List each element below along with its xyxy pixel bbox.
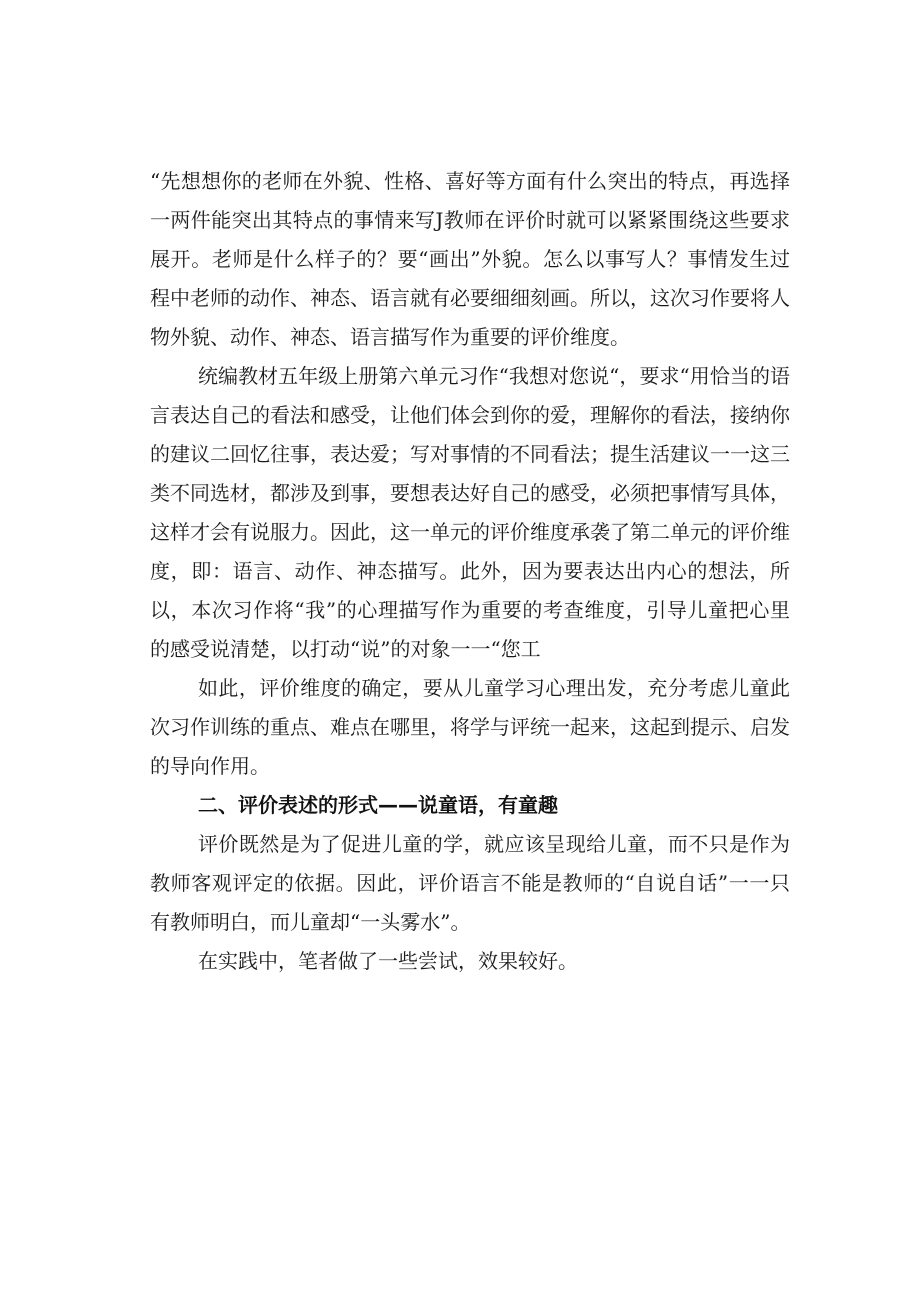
paragraph-unit-six: 统编教材五年级上册第六单元习作“我想对您说“，要求“用恰当的语言表达自己的看法和感受，让他们体会到你的爱，理解你的看法，接纳你的建议二回忆往事，表达爱；写对事情的不同看法；提生活建议一一这三类不同选材，都涉及到事，要想表达好自己的感受，必须把事情写具体，这样才会有说服力。因此，这一单元的评价维度承袭了第二单元的评价维度，即：语言、动作、神态描写。此外，因为要表达出内心的想法，所以，本次习作将“我”的心理描写作为重要的考查维度，引导儿童把心里的感受说清楚，以打动“说”的对象一一“您工 bbox=[150, 364, 790, 661]
section-heading: 二、评价表述的形式——说童语，有童趣 bbox=[198, 793, 558, 817]
paragraph-evaluation-dimension: 如此，评价维度的确定，要从儿童学习心理出发，充分考虑儿童此次习作训练的重点、难点在哪里，将学与评统一起来，这起到提示、启发的导向作用。 bbox=[150, 676, 790, 778]
paragraph-evaluation-language: 评价既然是为了促进儿童的学，就应该呈现给儿童，而不只是作为教师客观评定的依据。因此，评价语言不能是教师的“自说自话”一一只有教师明白，而儿童却“一头雾水”。 bbox=[150, 832, 790, 934]
paragraph-practice: 在实践中，笔者做了一些尝试，效果较好。 bbox=[198, 949, 578, 973]
paragraph-teacher-portrait: “先想想你的老师在外貌、性格、喜好等方面有什么突出的特点，再选择一两件能突出其特点的事情来写J教师在评价时就可以紧紧围绕这些要求展开。老师是什么样子的？要“画出”外貌。怎么以事写人？事情发生过程中老师的动作、神态、语言就有必要细细刻画。所以，这次习作要将人物外貌、动作、神态、语言描写作为重要的评价维度。 bbox=[150, 169, 790, 349]
document-body bbox=[150, 162, 790, 981]
